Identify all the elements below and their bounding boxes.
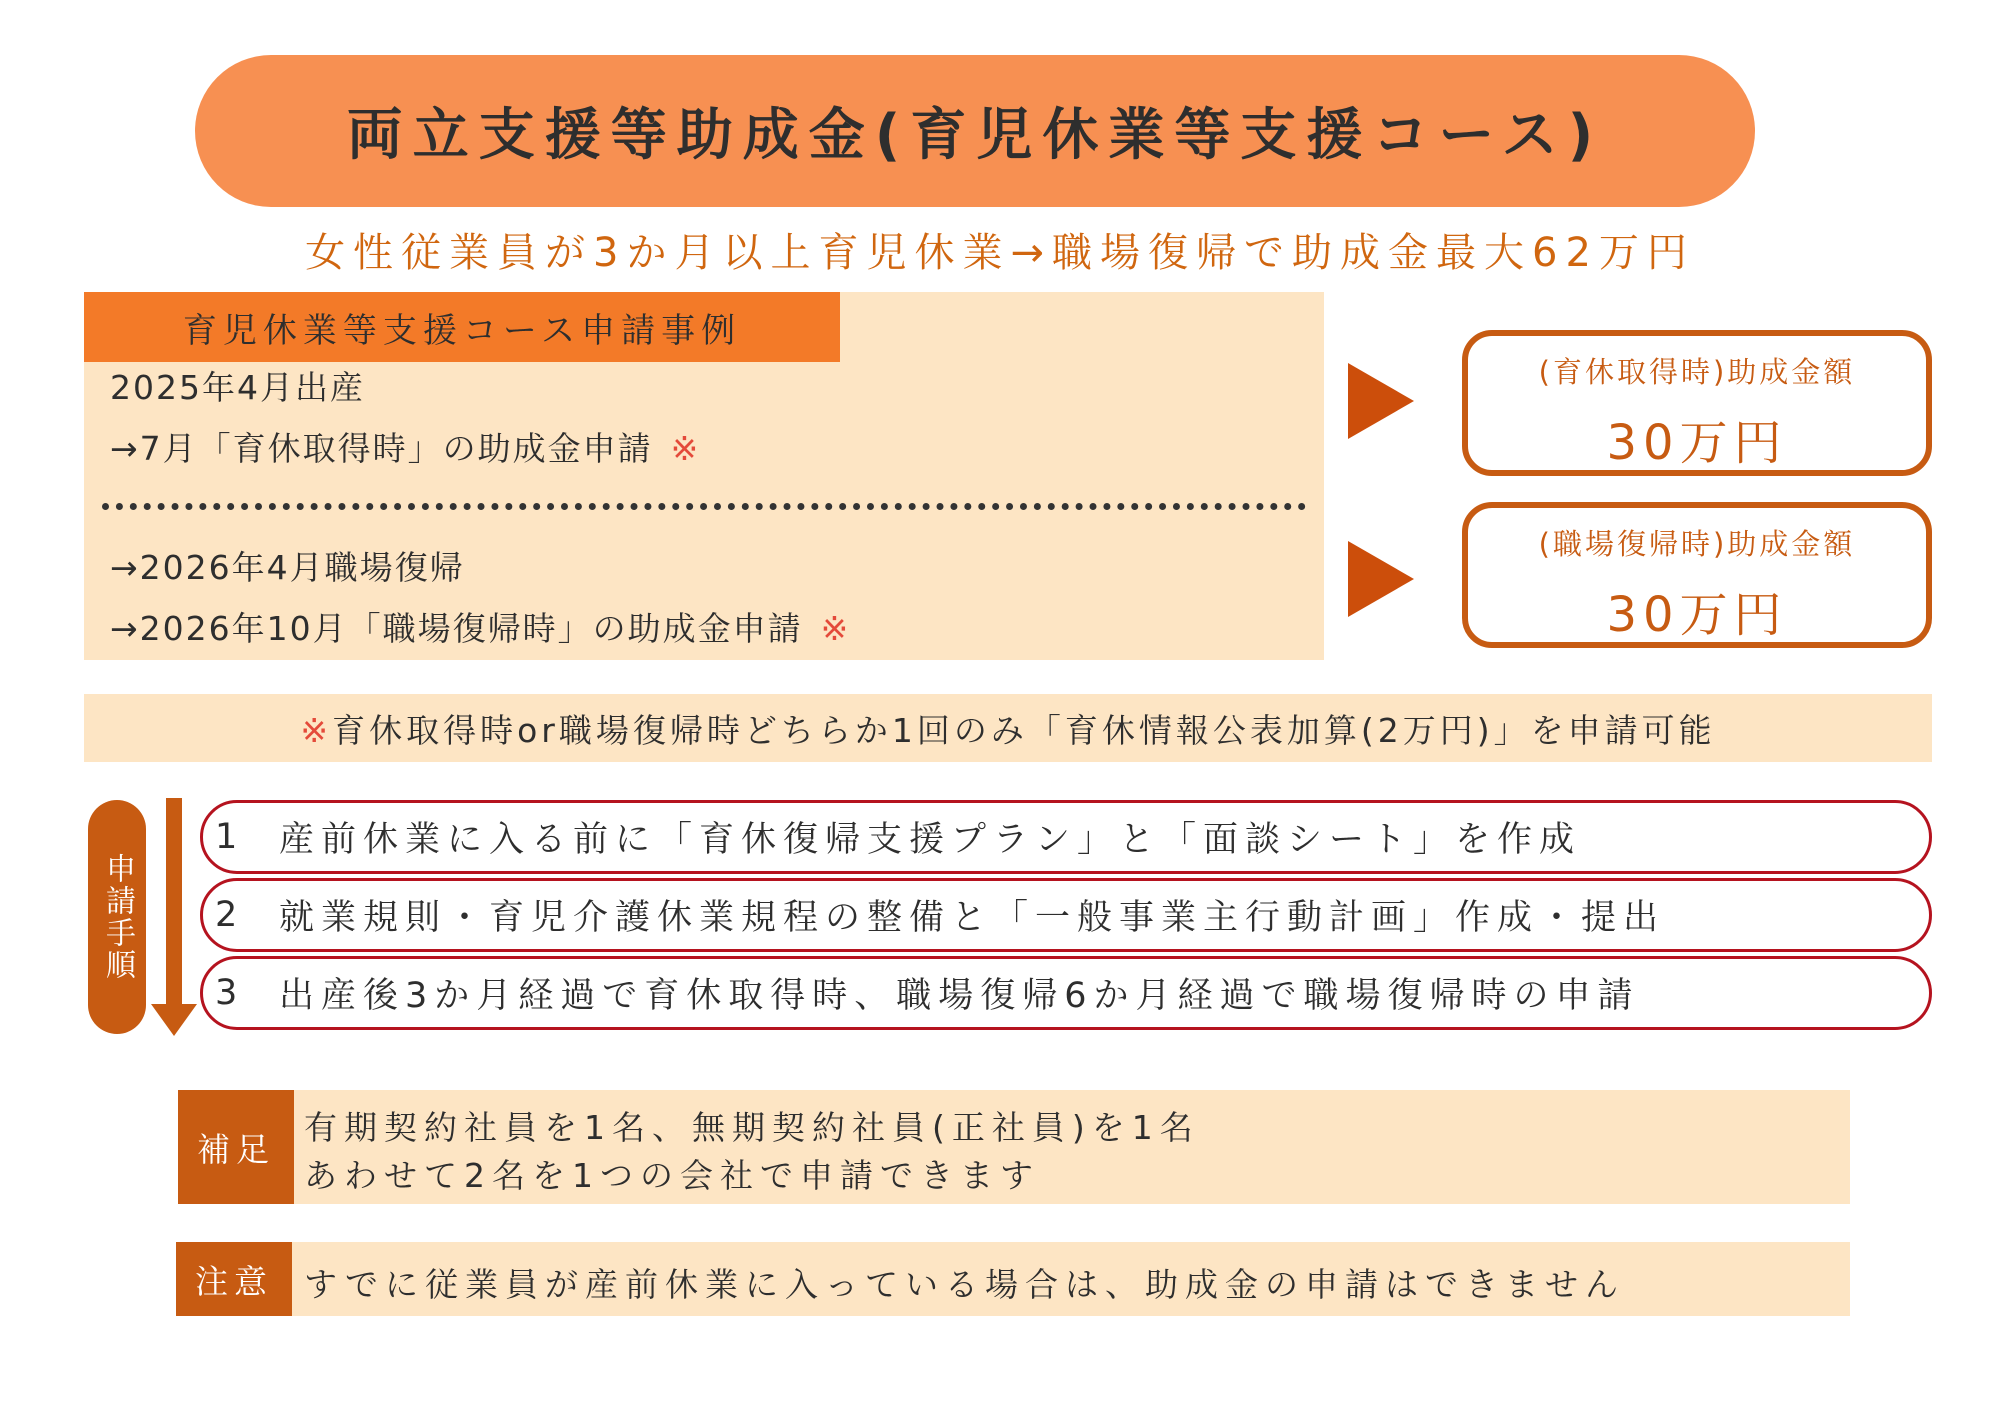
steps-label-text: 申請手順	[100, 853, 135, 981]
note-mark: ※	[670, 429, 701, 468]
caution-label	[176, 1242, 292, 1316]
note-body: 育休取得時or職場復帰時どちらか1回のみ「育休情報公表加算(2万円)」を申請可能	[332, 710, 1716, 750]
steps-label	[88, 800, 146, 1034]
amount-label: (職場復帰時)助成金額	[1538, 527, 1856, 561]
title-banner	[195, 55, 1755, 207]
step-text: 出産後3か月経過で育休取得時、職場復帰6か月経過で職場復帰時の申請	[279, 976, 1640, 1016]
note-bar	[84, 694, 1932, 762]
down-arrow-icon	[166, 798, 182, 1010]
right-triangle-arrow-icon	[1348, 363, 1414, 439]
step-item-3	[200, 956, 1932, 1030]
supplement-line-2: あわせて2名を1つの会社で申請できます	[304, 1156, 1040, 1195]
note-text	[300, 705, 1715, 752]
subtitle: 女性従業員が3か月以上育児休業→職場復帰で助成金最大62万円	[305, 229, 1695, 276]
note-mark: ※	[300, 710, 329, 750]
case-example-header	[84, 292, 840, 362]
step-number: 2	[215, 895, 238, 935]
right-triangle-arrow-icon	[1348, 541, 1414, 617]
case-line-3	[110, 542, 465, 589]
supplement-label	[178, 1090, 294, 1204]
case-line-text: →2026年4月職場復帰	[110, 548, 465, 587]
case-line-4	[110, 603, 850, 650]
caution-label-text: 注意	[195, 1261, 273, 1301]
amount-label: (育休取得時)助成金額	[1538, 355, 1856, 389]
dotted-divider	[102, 503, 1306, 510]
case-line-1	[110, 362, 365, 409]
case-line-text: →2026年10月「職場復帰時」の助成金申請	[110, 609, 803, 648]
case-line-text: 2025年4月出産	[110, 368, 365, 407]
page-title: 両立支援等助成金(育児休業等支援コース)	[346, 103, 1604, 168]
caution-text: すでに従業員が産前休業に入っている場合は、助成金の申請はできません	[304, 1265, 1625, 1304]
step-item-2	[200, 878, 1932, 952]
amount-box-leave	[1462, 330, 1932, 476]
amount-box-return	[1462, 502, 1932, 648]
amount-value: 30万円	[1606, 415, 1788, 471]
down-arrow-head-icon	[151, 1004, 197, 1036]
step-number: 3	[215, 973, 238, 1013]
step-item-1	[200, 800, 1932, 874]
step-text: 産前休業に入る前に「育休復帰支援プラン」と「面談シート」を作成	[279, 820, 1582, 860]
supplement-label-text: 補足	[197, 1129, 275, 1169]
supplement-line-1: 有期契約社員を1名、無期契約社員(正社員)を1名	[304, 1108, 1200, 1147]
step-text: 就業規則・育児介護休業規程の整備と「一般事業主行動計画」作成・提出	[279, 898, 1666, 938]
note-mark: ※	[820, 609, 851, 648]
case-example-title: 育児休業等支援コース申請事例	[182, 310, 742, 351]
step-number: 1	[215, 817, 238, 857]
subtitle-row	[0, 218, 2000, 280]
case-line-2	[110, 423, 700, 470]
amount-value: 30万円	[1606, 587, 1788, 643]
case-line-text: →7月「育休取得時」の助成金申請	[110, 429, 653, 468]
